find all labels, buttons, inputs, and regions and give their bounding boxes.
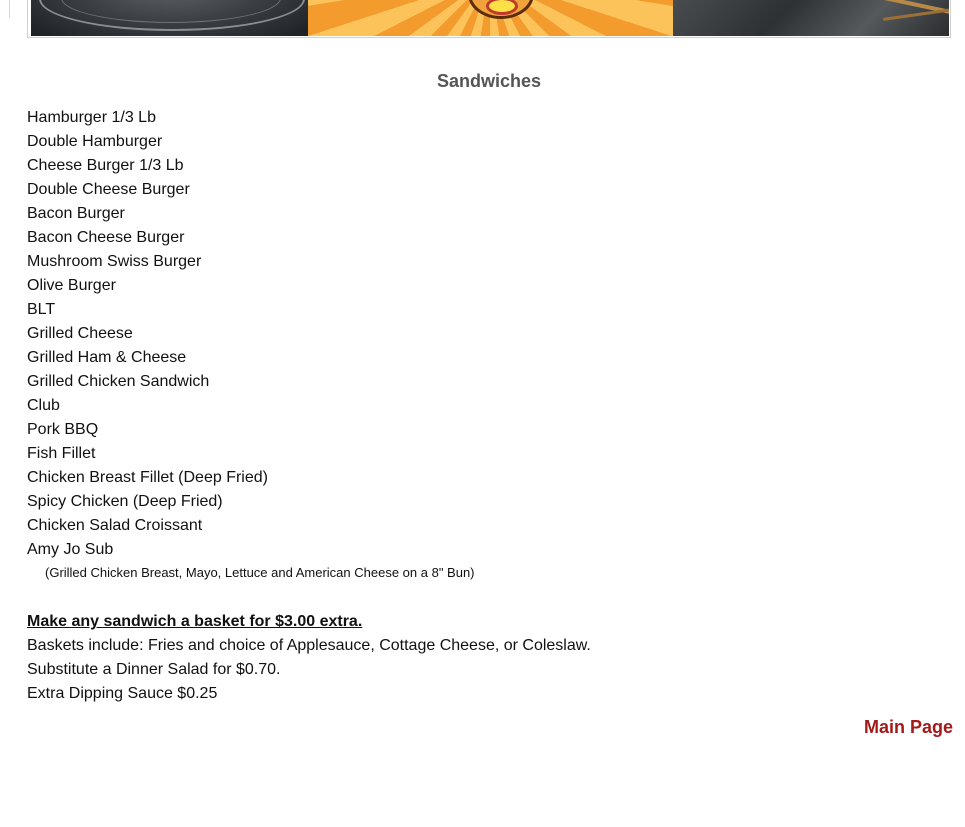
menu-item: Grilled Chicken Sandwich [27,373,210,390]
header-banner [27,0,951,38]
menu-item: Chicken Salad Croissant [27,517,203,534]
menu-item: Bacon Burger [27,205,125,222]
menu-item: Spicy Chicken (Deep Fried) [27,493,223,510]
basket-line: Baskets include: Fries and choice of Applesauce, Cottage Cheese, or Coleslaw. [27,637,591,654]
main-page-link[interactable]: Main Page [863,717,953,737]
menu-item: Fish Fillet [27,445,96,462]
page-edge-line [9,0,10,18]
grill-icon [673,0,949,36]
section-title: Sandwiches [436,71,542,91]
basket-headline: Make any sandwich a basket for $3.00 extra. [27,613,363,630]
menu-item: Grilled Cheese [27,325,133,342]
menu-item: Hamburger 1/3 Lb [27,109,156,126]
menu-item: Pork BBQ [27,421,99,438]
menu-item: Olive Burger [27,277,116,294]
sandwich-menu-list [27,106,268,562]
basket-info [27,610,591,706]
menu-item: Amy Jo Sub [27,541,114,558]
basket-line: Substitute a Dinner Salad for $0.70. [27,661,281,678]
menu-item: Mushroom Swiss Burger [27,253,202,270]
menu-item: Chicken Breast Fillet (Deep Fried) [27,469,268,486]
cartoon-sun-icon [308,0,673,36]
menu-item: Grilled Ham & Cheese [27,349,187,366]
frying-pan-icon [31,0,308,36]
menu-item: Club [27,397,60,414]
basket-line: Extra Dipping Sauce $0.25 [27,685,218,702]
menu-item: Bacon Cheese Burger [27,229,185,246]
sub-description-note: (Grilled Chicken Breast, Mayo, Lettuce and American Cheese on a 8" Bun) [45,565,475,580]
menu-item: BLT [27,301,56,318]
menu-item: Cheese Burger 1/3 Lb [27,157,184,174]
menu-item: Double Cheese Burger [27,181,190,198]
menu-item: Double Hamburger [27,133,163,150]
